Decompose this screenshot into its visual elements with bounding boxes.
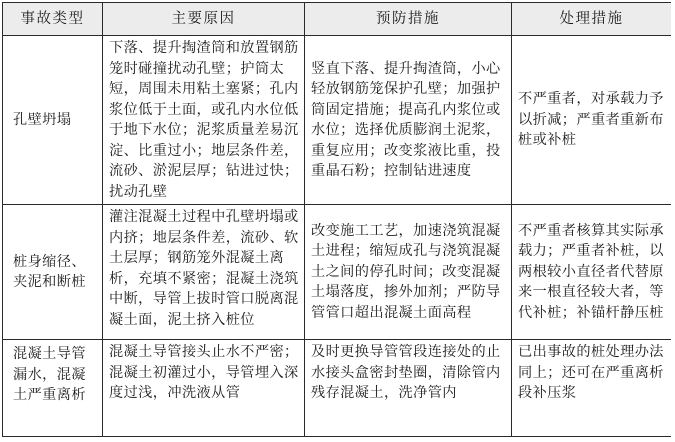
accident-table-container — [2, 2, 671, 440]
prevention-cell: 及时更换导管管段连接处的止水接头盒密封垫圈，清除管内残存混凝土，洗净管内 — [305, 340, 512, 437]
prevention-cell: 改变施工工艺，加速浇筑混凝土进程；缩短成孔与浇筑混凝土之间的停孔时间；改变混凝土塌落度，掺外加剂；严防导管管口超出混凝土面高程 — [305, 205, 512, 340]
table-row — [3, 205, 672, 340]
header-prevention: 预防措施 — [305, 3, 512, 36]
header-treatment: 处理措施 — [512, 3, 672, 36]
cause-cell: 灌注混凝土过程中孔壁坍塌或内挤；地层条件差，流砂、软土层厚；钢筋笼外混凝土离析，充填不紧密；混凝土浇筑中断，导管上拔时管口脱离混凝土面，泥土挤入桩位 — [103, 205, 305, 340]
accident-type-cell: 混凝土导管漏水，混凝土严重离析 — [3, 340, 103, 437]
header-accident-type: 事故类型 — [3, 3, 103, 36]
header-main-cause: 主要原因 — [103, 3, 305, 36]
accident-type-cell: 桩身缩径、夹泥和断桩 — [3, 205, 103, 340]
treatment-cell: 已出事故的桩处理办法同上；还可在严重离析段补压浆 — [512, 340, 672, 437]
prevention-cell: 竖直下落、提升掏渣筒，小心轻放钢筋笼保护孔壁；加强护筒固定措施；提高孔内浆位或水位；选择优质膨润土泥浆，重复应用；改变浆液比重，投重晶石粉；控制钻进速度 — [305, 36, 512, 205]
treatment-cell: 不严重者核算其实际承载力；严重者补桩，以两根较小直径者代替原来一根直径较大者，等代补桩；补锚杆静压桩 — [512, 205, 672, 340]
table-row — [3, 36, 672, 205]
table-row — [3, 340, 672, 437]
treatment-cell: 不严重者，对承载力予以折减；严重者重新布桩或补桩 — [512, 36, 672, 205]
accident-table — [2, 2, 671, 437]
cause-cell: 下落、提升掏渣筒和放置钢筋笼时碰撞扰动孔壁；护筒太短，周围未用粘土塞紧；孔内浆位低于土面，或孔内水位低于地下水位；泥浆质量差易沉淀、比重过小；地层条件差，流砂、淤泥层厚；钻进过快；扰动孔壁 — [103, 36, 305, 205]
accident-type-cell: 孔壁坍塌 — [3, 36, 103, 205]
table-header-row — [3, 3, 672, 36]
cause-cell: 混凝土导管接头止水不严密；混凝土初灌过小，导管埋入深度过浅，冲洗液从管 — [103, 340, 305, 437]
